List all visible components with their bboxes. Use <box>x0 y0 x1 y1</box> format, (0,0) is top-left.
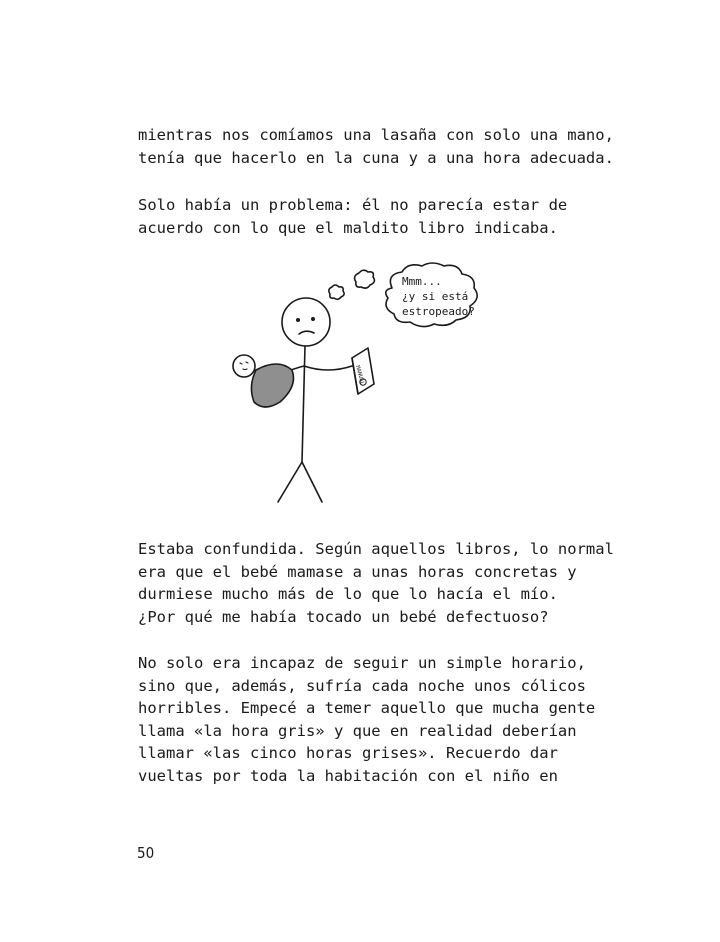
paragraph-4 <box>138 652 608 787</box>
figure-eye-right <box>312 318 314 320</box>
text-line: llama «la hora gris» y que en realidad deberían <box>138 721 577 740</box>
paragraph-3 <box>138 538 614 628</box>
figure-head <box>282 298 330 346</box>
text-line: mientras nos comíamos una lasaña con solo una mano, <box>138 126 614 144</box>
thought-bubble-text: ¿y si está <box>402 290 469 303</box>
thought-puff-small <box>329 285 344 299</box>
text-line: No solo era incapaz de seguir un simple horario, <box>138 654 586 672</box>
text-line: llamar «las cinco horas grises». Recuerdo dar <box>138 744 558 762</box>
thought-bubble-text: Mmm... <box>402 275 442 288</box>
stick-figure-illustration <box>220 262 520 507</box>
figure-leg-right <box>302 462 322 502</box>
paragraph-1 <box>138 124 614 169</box>
baby-blanket <box>251 364 293 407</box>
text-line: ¿Por qué me había tocado un bebé defectuoso? <box>138 607 549 626</box>
text-line: vueltas por toda la habitación con el niño en <box>138 766 558 785</box>
thought-puff-medium <box>355 270 375 288</box>
book-cover-text: MANUAL <box>354 364 366 386</box>
figure-leg-left <box>278 462 302 502</box>
figure-eye-left <box>297 319 299 321</box>
paragraph-2 <box>138 194 608 239</box>
text-line: Estaba confundida. Según aquellos libros, lo normal <box>138 540 614 558</box>
text-line: era que el bebé mamase a unas horas concretas y <box>138 562 577 581</box>
text-line: acuerdo con lo que el maldito libro indicaba. <box>138 218 558 237</box>
text-line: durmiese mucho más de lo que lo hacía el mío. <box>138 585 558 603</box>
text-line: horribles. Empecé a temer aquello que mucha gente <box>138 699 596 717</box>
text-line: Solo había un problema: él no parecía estar de <box>138 196 568 214</box>
text-line: tenía que hacerlo en la cuna y a una hora adecuada. <box>138 148 614 167</box>
baby-head <box>233 355 255 377</box>
thought-bubble-text: estropeado? <box>402 305 475 318</box>
figure-arm-right <box>304 366 352 370</box>
figure-mouth <box>299 331 314 334</box>
figure-body <box>302 346 305 462</box>
text-line: sino que, además, sufría cada noche unos cólicos <box>138 676 586 695</box>
page-number: 50 <box>137 844 155 862</box>
